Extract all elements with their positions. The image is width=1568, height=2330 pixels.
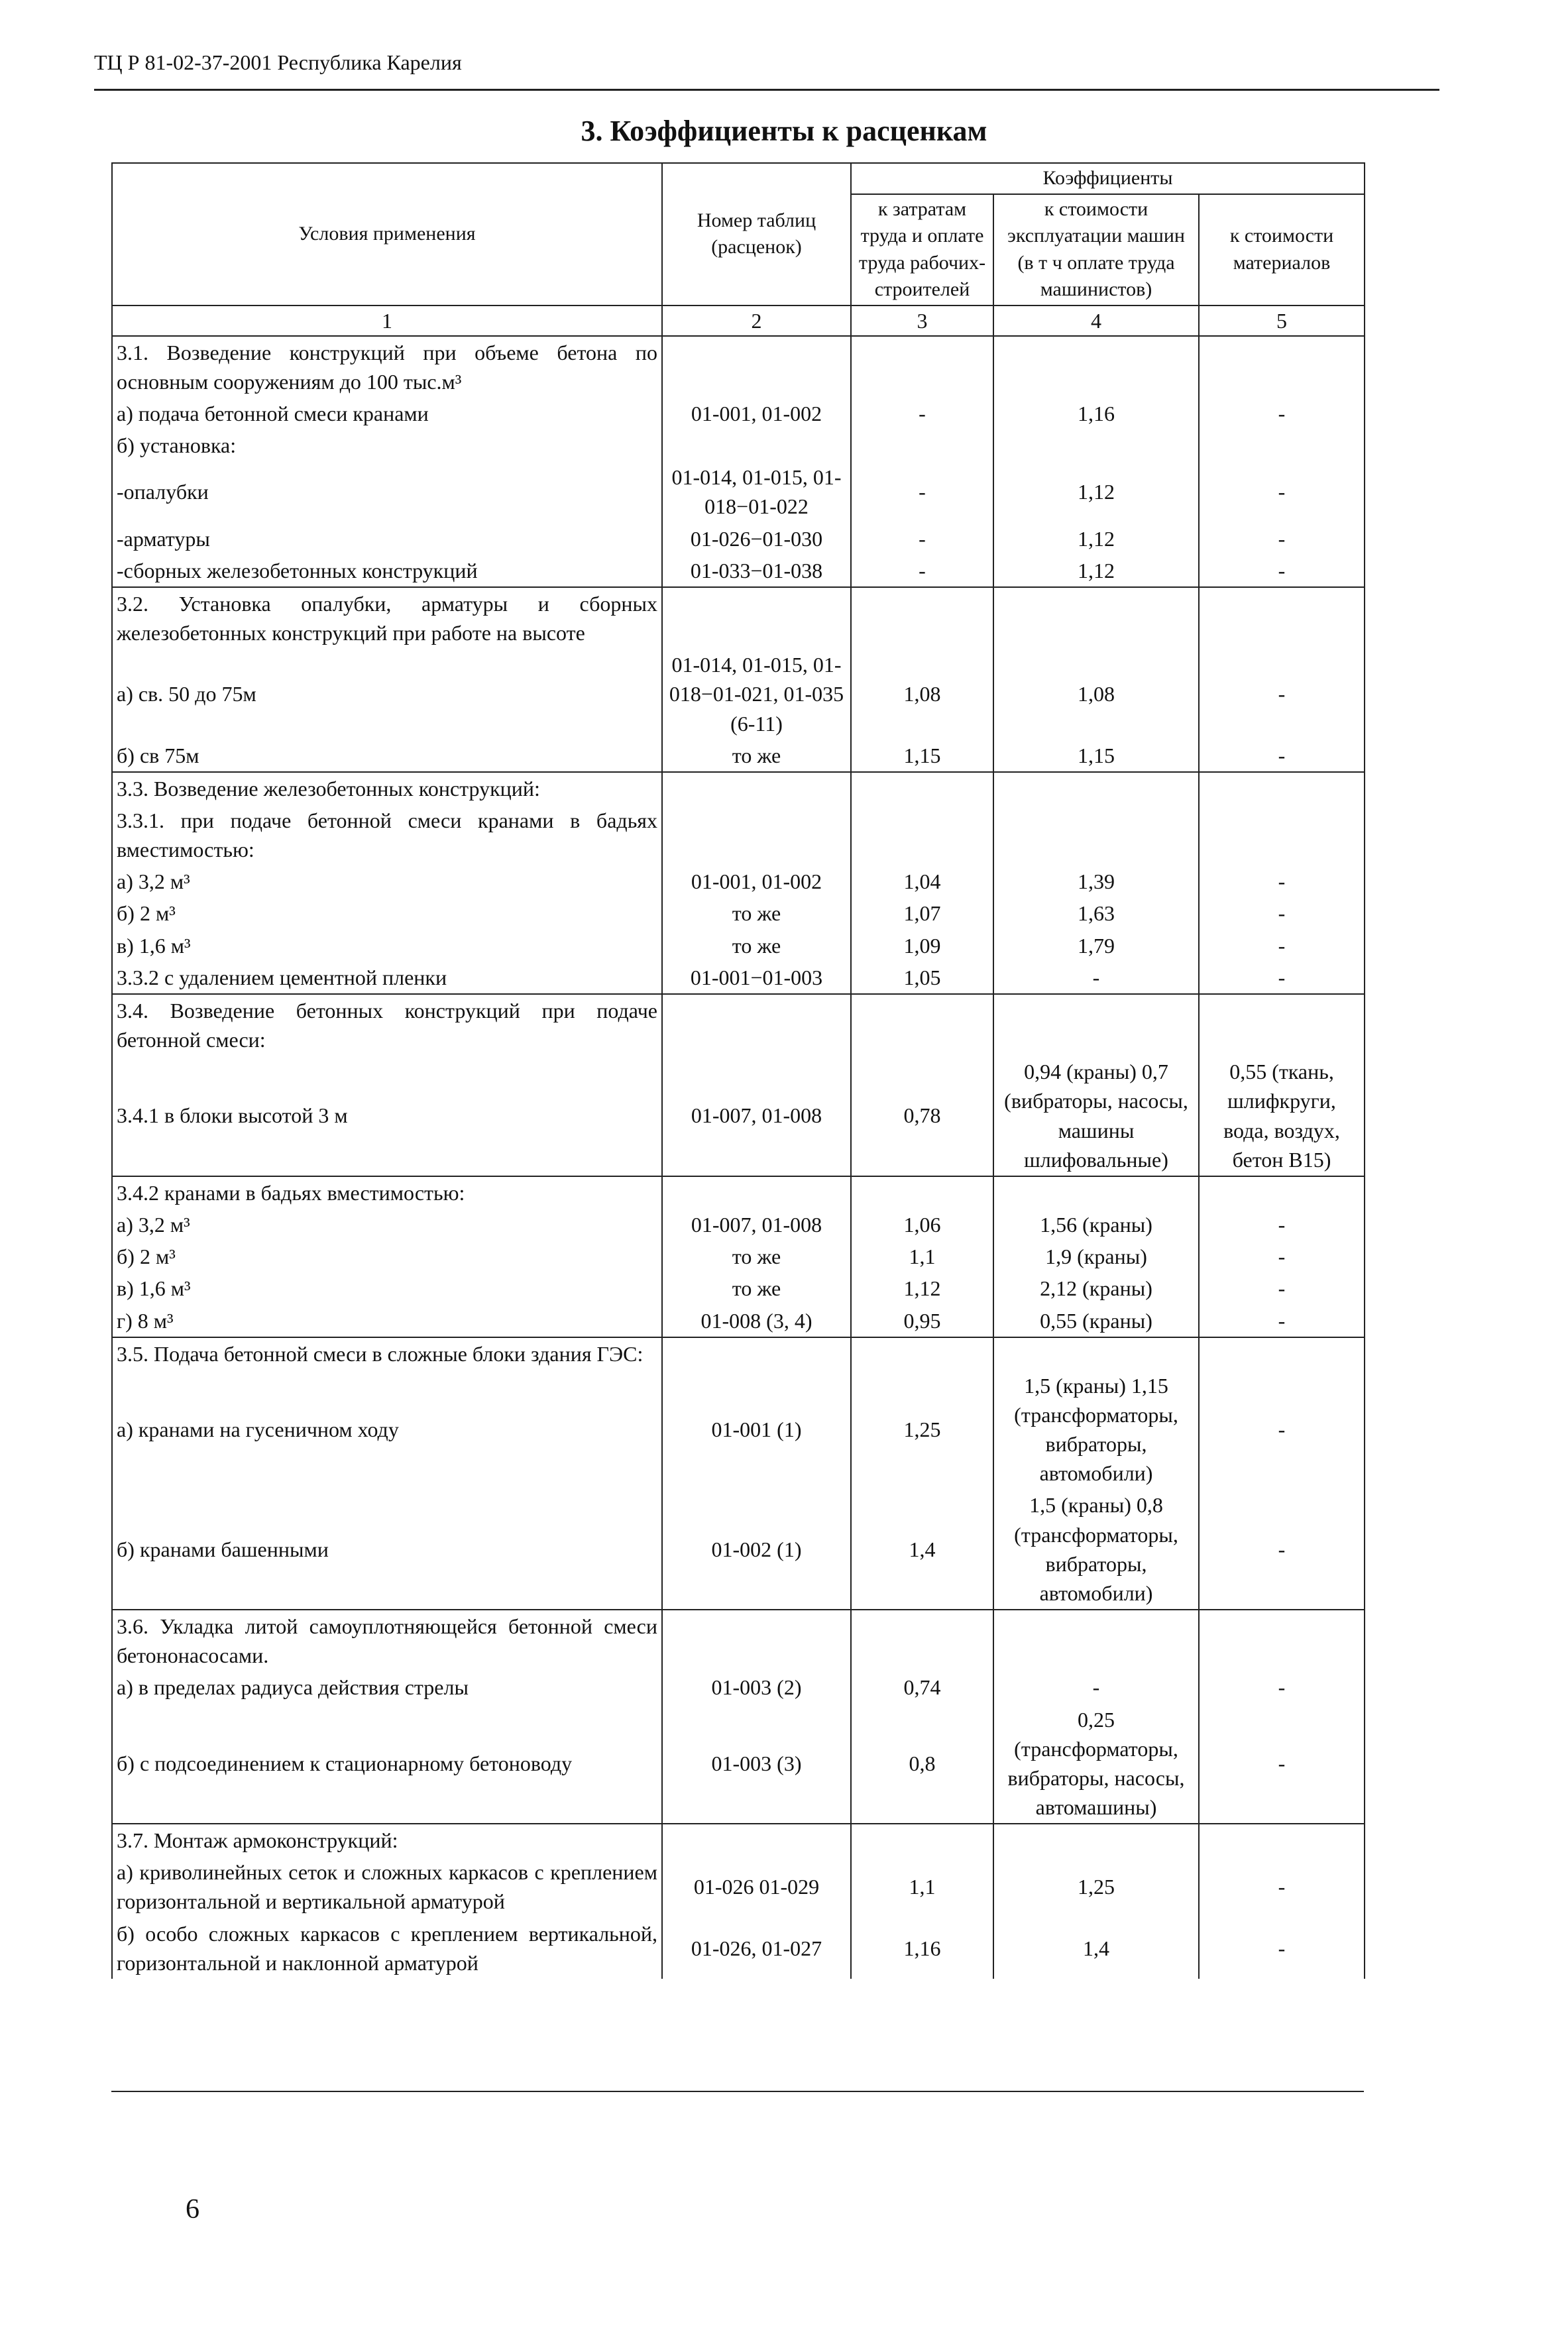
condition-cell: 3.3. Возведение железобетонных конструкций: xyxy=(112,772,662,804)
labor-coef-cell: 1,16 xyxy=(851,1918,993,1979)
col-number: 2 xyxy=(662,305,851,336)
condition-cell: 3.3.2 с удалением цементной пленки xyxy=(112,962,662,994)
tables-cell xyxy=(662,994,851,1056)
tables-cell xyxy=(662,336,851,398)
machines-coef-cell xyxy=(993,587,1199,649)
condition-cell: -сборных железобетонных конструкций xyxy=(112,555,662,587)
tables-cell xyxy=(662,429,851,461)
labor-coef-cell: - xyxy=(851,398,993,429)
condition-cell: в) 1,6 м³ xyxy=(112,1272,662,1304)
machines-coef-cell: 1,39 xyxy=(993,865,1199,897)
materials-coef-cell xyxy=(1199,804,1365,865)
table-row xyxy=(112,587,1365,649)
materials-coef-cell: - xyxy=(1199,897,1365,929)
condition-cell: б) кранами башенными xyxy=(112,1489,662,1610)
labor-coef-cell: 1,05 xyxy=(851,962,993,994)
condition-cell: г) 8 м³ xyxy=(112,1305,662,1337)
col-header-machines: к стоимости эксплуатации машин (в т ч оплате труда машинистов) xyxy=(993,194,1199,305)
tables-cell: 01-014, 01-015, 01-018−01-022 xyxy=(662,461,851,522)
materials-coef-cell: - xyxy=(1199,1241,1365,1272)
table-row xyxy=(112,772,1365,804)
materials-coef-cell xyxy=(1199,1824,1365,1856)
table-row xyxy=(112,649,1365,739)
table-row xyxy=(112,1241,1365,1272)
document-header: ТЦ Р 81-02-37-2001 Республика Карелия xyxy=(94,50,462,74)
materials-coef-cell: - xyxy=(1199,1856,1365,1917)
labor-coef-cell: 0,95 xyxy=(851,1305,993,1337)
labor-coef-cell: - xyxy=(851,555,993,587)
condition-cell: б) 2 м³ xyxy=(112,1241,662,1272)
materials-coef-cell xyxy=(1199,772,1365,804)
machines-coef-cell: 0,94 (краны) 0,7 (вибраторы, насосы, машины шлифовальные) xyxy=(993,1056,1199,1176)
table-row xyxy=(112,897,1365,929)
table-row xyxy=(112,336,1365,398)
tables-cell xyxy=(662,1176,851,1209)
table-row xyxy=(112,1370,1365,1490)
page-title: 3. Коэффициенты к расценкам xyxy=(581,115,987,147)
tables-cell: 01-033−01-038 xyxy=(662,555,851,587)
tables-cell: 01-001 (1) xyxy=(662,1370,851,1490)
tables-cell xyxy=(662,804,851,865)
machines-coef-cell: 1,4 xyxy=(993,1918,1199,1979)
tables-cell: то же xyxy=(662,740,851,772)
materials-coef-cell xyxy=(1199,429,1365,461)
condition-cell: а) в пределах радиуса действия стрелы xyxy=(112,1671,662,1703)
condition-cell: -арматуры xyxy=(112,523,662,555)
materials-coef-cell: - xyxy=(1199,740,1365,772)
labor-coef-cell xyxy=(851,804,993,865)
table-row xyxy=(112,1489,1365,1610)
table-row xyxy=(112,1918,1365,1979)
labor-coef-cell xyxy=(851,336,993,398)
labor-coef-cell: 1,09 xyxy=(851,930,993,962)
table-row xyxy=(112,804,1365,865)
condition-cell: а) 3,2 м³ xyxy=(112,865,662,897)
condition-cell: б) установка: xyxy=(112,429,662,461)
machines-coef-cell: 1,12 xyxy=(993,523,1199,555)
condition-cell: б) особо сложных каркасов с креплением вертикальной, горизонтальной и наклонной арматурой xyxy=(112,1918,662,1979)
machines-coef-cell xyxy=(993,1176,1199,1209)
table-row xyxy=(112,1337,1365,1370)
col-number: 5 xyxy=(1199,305,1365,336)
labor-coef-cell: 1,1 xyxy=(851,1856,993,1917)
table-row xyxy=(112,865,1365,897)
col-header-labor: к затратам труда и оплате труда рабочих-строителей xyxy=(851,194,993,305)
labor-coef-cell: - xyxy=(851,461,993,522)
labor-coef-cell xyxy=(851,994,993,1056)
condition-cell: 3.5. Подача бетонной смеси в сложные блоки здания ГЭС: xyxy=(112,1337,662,1370)
labor-coef-cell xyxy=(851,1176,993,1209)
materials-coef-cell: - xyxy=(1199,1370,1365,1490)
tables-cell: 01-001−01-003 xyxy=(662,962,851,994)
tables-cell xyxy=(662,1824,851,1856)
labor-coef-cell: 1,04 xyxy=(851,865,993,897)
table-row xyxy=(112,994,1365,1056)
table-row xyxy=(112,523,1365,555)
labor-coef-cell: 1,25 xyxy=(851,1370,993,1490)
condition-cell: 3.3.1. при подаче бетонной смеси кранами в бадьях вместимостью: xyxy=(112,804,662,865)
table-row xyxy=(112,461,1365,522)
machines-coef-cell: 2,12 (краны) xyxy=(993,1272,1199,1304)
machines-coef-cell xyxy=(993,804,1199,865)
machines-coef-cell xyxy=(993,1610,1199,1671)
table-row xyxy=(112,740,1365,772)
tables-cell: 01-003 (2) xyxy=(662,1671,851,1703)
machines-coef-cell xyxy=(993,429,1199,461)
tables-cell: 01-026, 01-027 xyxy=(662,1918,851,1979)
materials-coef-cell: - xyxy=(1199,398,1365,429)
condition-cell: а) 3,2 м³ xyxy=(112,1209,662,1241)
coefficients-table xyxy=(111,162,1365,1979)
labor-coef-cell: 1,1 xyxy=(851,1241,993,1272)
labor-coef-cell xyxy=(851,1610,993,1671)
condition-cell: 3.4.1 в блоки высотой 3 м xyxy=(112,1056,662,1176)
condition-cell: 3.7. Монтаж армоконструкций: xyxy=(112,1824,662,1856)
condition-cell: в) 1,6 м³ xyxy=(112,930,662,962)
materials-coef-cell: - xyxy=(1199,1209,1365,1241)
machines-coef-cell: 1,56 (краны) xyxy=(993,1209,1199,1241)
col-header-conditions: Условия применения xyxy=(112,163,662,305)
page-number: 6 xyxy=(186,2194,199,2225)
machines-coef-cell: 1,5 (краны) 1,15 (трансформаторы, вибраторы, автомобили) xyxy=(993,1370,1199,1490)
tables-cell: то же xyxy=(662,1241,851,1272)
materials-coef-cell: - xyxy=(1199,1305,1365,1337)
tables-cell: то же xyxy=(662,930,851,962)
column-numbers-row xyxy=(112,305,1365,336)
materials-coef-cell xyxy=(1199,994,1365,1056)
col-number: 4 xyxy=(993,305,1199,336)
condition-cell: б) св 75м xyxy=(112,740,662,772)
col-header-materials: к стоимости материалов xyxy=(1199,194,1365,305)
tables-cell: 01-014, 01-015, 01-018−01-021, 01-035 (6-11) xyxy=(662,649,851,739)
tables-cell: 01-001, 01-002 xyxy=(662,398,851,429)
materials-coef-cell xyxy=(1199,336,1365,398)
machines-coef-cell: 1,08 xyxy=(993,649,1199,739)
tables-cell: то же xyxy=(662,1272,851,1304)
machines-coef-cell: 1,12 xyxy=(993,461,1199,522)
col-header-coefficients: Коэффициенты xyxy=(851,163,1365,194)
machines-coef-cell: 1,9 (краны) xyxy=(993,1241,1199,1272)
tables-cell xyxy=(662,1610,851,1671)
machines-coef-cell xyxy=(993,336,1199,398)
condition-cell: а) криволинейных сеток и сложных каркасов с креплением горизонтальной и вертикальной арматурой xyxy=(112,1856,662,1917)
table-row xyxy=(112,930,1365,962)
col-number: 3 xyxy=(851,305,993,336)
materials-coef-cell: 0,55 (ткань, шлифкруги, вода, воздух, бетон В15) xyxy=(1199,1056,1365,1176)
table-row xyxy=(112,962,1365,994)
tables-cell: 01-007, 01-008 xyxy=(662,1209,851,1241)
materials-coef-cell xyxy=(1199,1610,1365,1671)
col-header-tables: Номер таблиц (расценок) xyxy=(662,163,851,305)
materials-coef-cell: - xyxy=(1199,1671,1365,1703)
machines-coef-cell xyxy=(993,1337,1199,1370)
materials-coef-cell: - xyxy=(1199,649,1365,739)
condition-cell: 3.4. Возведение бетонных конструкций при подаче бетонной смеси: xyxy=(112,994,662,1056)
table-row xyxy=(112,1209,1365,1241)
header-rule xyxy=(94,89,1439,91)
materials-coef-cell: - xyxy=(1199,1272,1365,1304)
tables-cell: 01-007, 01-008 xyxy=(662,1056,851,1176)
labor-coef-cell: 0,74 xyxy=(851,1671,993,1703)
table-row xyxy=(112,1272,1365,1304)
table-row xyxy=(112,398,1365,429)
table-row xyxy=(112,1176,1365,1209)
materials-coef-cell xyxy=(1199,1337,1365,1370)
machines-coef-cell: 0,55 (краны) xyxy=(993,1305,1199,1337)
machines-coef-cell xyxy=(993,772,1199,804)
condition-cell: 3.2. Установка опалубки, арматуры и сборных железобетонных конструкций при работе на высоте xyxy=(112,587,662,649)
condition-cell: 3.4.2 кранами в бадьях вместимостью: xyxy=(112,1176,662,1209)
table-row xyxy=(112,1856,1365,1917)
table-body xyxy=(112,336,1365,1979)
labor-coef-cell xyxy=(851,587,993,649)
labor-coef-cell: 0,8 xyxy=(851,1704,993,1824)
materials-coef-cell: - xyxy=(1199,962,1365,994)
condition-cell: б) 2 м³ xyxy=(112,897,662,929)
machines-coef-cell: 1,5 (краны) 0,8 (трансформаторы, вибраторы, автомобили) xyxy=(993,1489,1199,1610)
materials-coef-cell xyxy=(1199,587,1365,649)
labor-coef-cell: 1,12 xyxy=(851,1272,993,1304)
machines-coef-cell xyxy=(993,1824,1199,1856)
tables-cell: то же xyxy=(662,897,851,929)
labor-coef-cell: 1,15 xyxy=(851,740,993,772)
table-row xyxy=(112,1305,1365,1337)
materials-coef-cell: - xyxy=(1199,1489,1365,1610)
labor-coef-cell: 0,78 xyxy=(851,1056,993,1176)
machines-coef-cell: 1,79 xyxy=(993,930,1199,962)
table-row xyxy=(112,1671,1365,1703)
labor-coef-cell xyxy=(851,772,993,804)
tables-cell xyxy=(662,1337,851,1370)
labor-coef-cell xyxy=(851,429,993,461)
table-row xyxy=(112,1824,1365,1856)
machines-coef-cell: - xyxy=(993,962,1199,994)
condition-cell: -опалубки xyxy=(112,461,662,522)
machines-coef-cell: 1,25 xyxy=(993,1856,1199,1917)
table-row xyxy=(112,1704,1365,1824)
tables-cell: 01-002 (1) xyxy=(662,1489,851,1610)
tables-cell: 01-001, 01-002 xyxy=(662,865,851,897)
table-row xyxy=(112,555,1365,587)
materials-coef-cell: - xyxy=(1199,461,1365,522)
machines-coef-cell xyxy=(993,994,1199,1056)
materials-coef-cell xyxy=(1199,1176,1365,1209)
machines-coef-cell: 0,25 (трансформаторы, вибраторы, насосы, автомашины) xyxy=(993,1704,1199,1824)
condition-cell: а) подача бетонной смеси кранами xyxy=(112,398,662,429)
machines-coef-cell: 1,63 xyxy=(993,897,1199,929)
materials-coef-cell: - xyxy=(1199,865,1365,897)
tables-cell xyxy=(662,772,851,804)
labor-coef-cell: 1,4 xyxy=(851,1489,993,1610)
tables-cell xyxy=(662,587,851,649)
materials-coef-cell: - xyxy=(1199,523,1365,555)
condition-cell: 3.6. Укладка литой самоуплотняющейся бетонной смеси бетононасосами. xyxy=(112,1610,662,1671)
materials-coef-cell: - xyxy=(1199,1704,1365,1824)
table-row xyxy=(112,1610,1365,1671)
tables-cell: 01-026−01-030 xyxy=(662,523,851,555)
table-bottom-rule xyxy=(111,2091,1364,2092)
tables-cell: 01-026 01-029 xyxy=(662,1856,851,1917)
machines-coef-cell: 1,15 xyxy=(993,740,1199,772)
machines-coef-cell: 1,12 xyxy=(993,555,1199,587)
condition-cell: б) с подсоединением к стационарному бетоноводу xyxy=(112,1704,662,1824)
labor-coef-cell: 1,08 xyxy=(851,649,993,739)
labor-coef-cell: 1,07 xyxy=(851,897,993,929)
machines-coef-cell: - xyxy=(993,1671,1199,1703)
labor-coef-cell xyxy=(851,1337,993,1370)
tables-cell: 01-008 (3, 4) xyxy=(662,1305,851,1337)
materials-coef-cell: - xyxy=(1199,1918,1365,1979)
condition-cell: а) св. 50 до 75м xyxy=(112,649,662,739)
table-row xyxy=(112,1056,1365,1176)
labor-coef-cell: - xyxy=(851,523,993,555)
materials-coef-cell: - xyxy=(1199,930,1365,962)
labor-coef-cell xyxy=(851,1824,993,1856)
col-number: 1 xyxy=(112,305,662,336)
table-row xyxy=(112,429,1365,461)
machines-coef-cell: 1,16 xyxy=(993,398,1199,429)
condition-cell: а) кранами на гусеничном ходу xyxy=(112,1370,662,1490)
tables-cell: 01-003 (3) xyxy=(662,1704,851,1824)
condition-cell: 3.1. Возведение конструкций при объеме бетона по основным сооружениям до 100 тыс.м³ xyxy=(112,336,662,398)
materials-coef-cell: - xyxy=(1199,555,1365,587)
labor-coef-cell: 1,06 xyxy=(851,1209,993,1241)
